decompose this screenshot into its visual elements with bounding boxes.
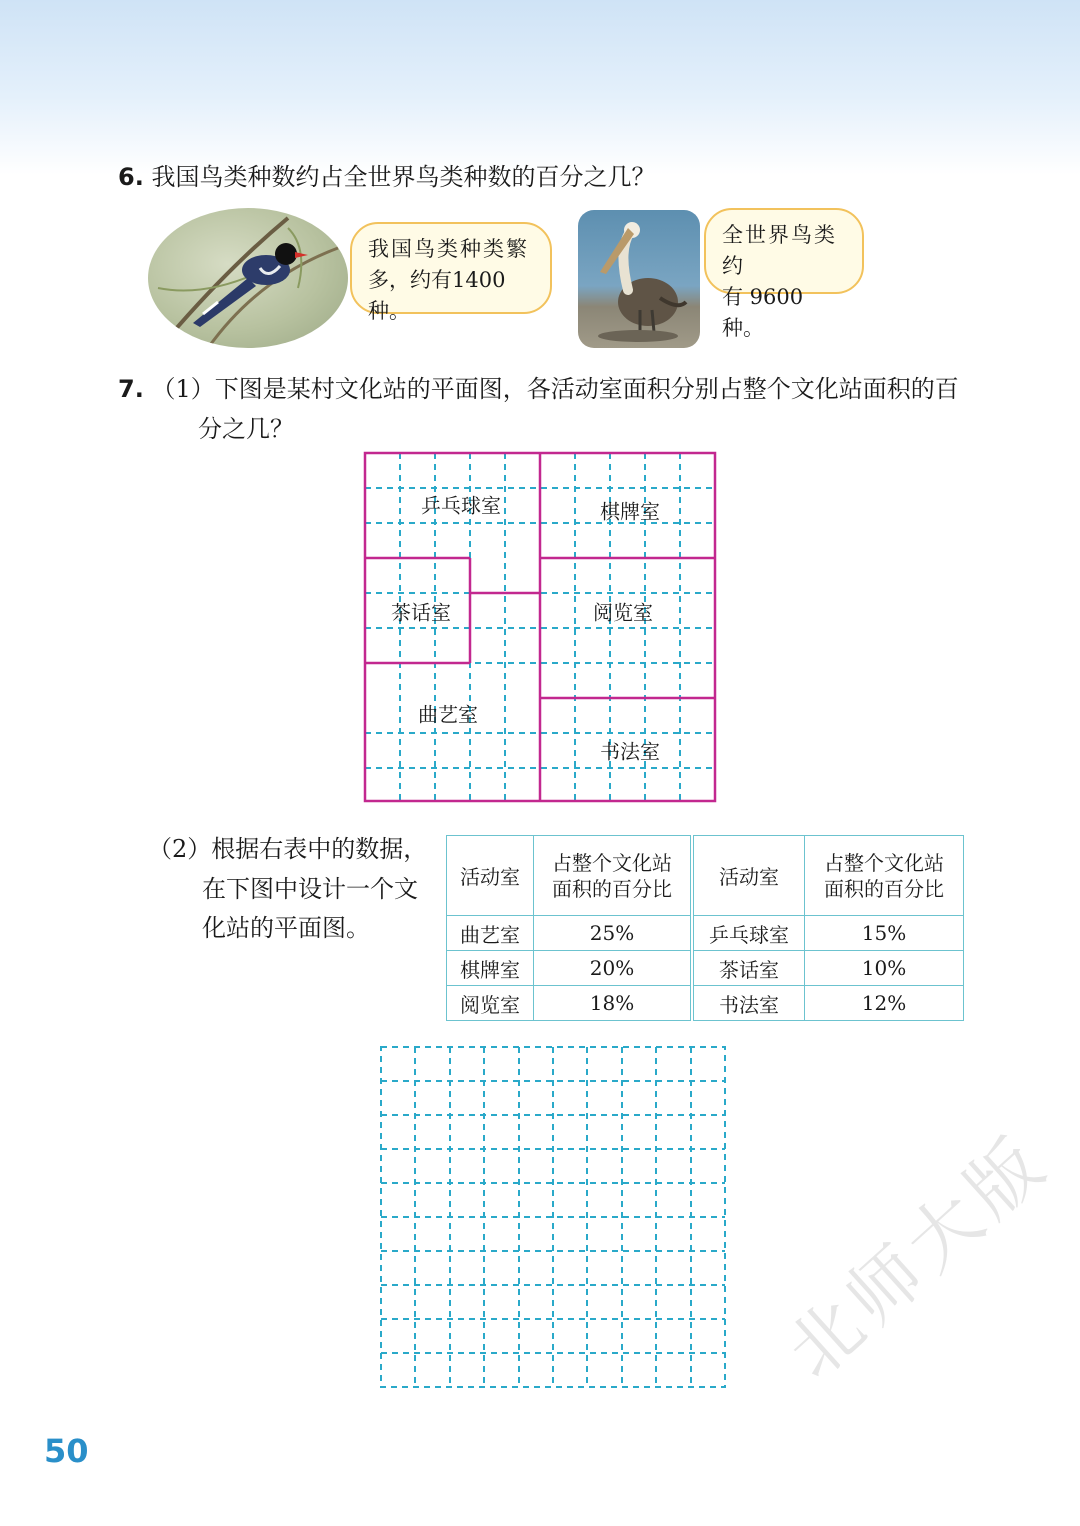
question-7-part2-line-1 [148,832,427,866]
table-cell: 书法室 [692,986,805,1021]
bubble-world-line-1: 全世界鸟类约 [722,223,837,278]
table-header-pct-2 [805,836,964,916]
question-7-part2-text-1: 根据右表中的数据， [211,835,428,863]
page-number: 50 [44,1432,89,1470]
publisher-watermark: 北师大版 [770,1117,1065,1395]
table-cell: 20% [534,951,693,986]
table-cell: 棋牌室 [447,951,534,986]
table-cell: 18% [534,986,693,1021]
table-header-room-2: 活动室 [692,836,805,916]
room-label-tea: 茶话室 [391,600,451,625]
room-label-reading: 阅览室 [593,600,653,625]
table-header-row [447,836,964,916]
table-cell: 阅览室 [447,986,534,1021]
table-row [447,916,964,951]
table-row [447,986,964,1021]
question-7-part2-marker: （2） [148,835,212,863]
bubble-china-line-1: 我国鸟类种类繁 [368,237,529,261]
table-header-room-1: 活动室 [447,836,534,916]
table-cell: 茶话室 [692,951,805,986]
question-7-part1-text-2: 分之几？ [198,415,294,443]
floorplan-given [362,450,719,806]
question-7-part1-marker: （1） [151,375,215,403]
table-header-pct-1-line-2: 面积的百分比 [552,876,672,901]
magpie-photo [148,208,348,348]
room-label-pingpong: 乒乓球室 [421,493,501,518]
table-row [447,951,964,986]
room-percentage-table [446,835,964,1021]
table-cell: 10% [805,951,964,986]
pelican-photo [578,210,700,348]
table-cell: 曲艺室 [447,916,534,951]
table-header-pct-2-line-2: 面积的百分比 [824,876,944,901]
table-cell: 乒乓球室 [692,916,805,951]
speech-bubble-china [350,222,552,323]
room-label-opera: 曲艺室 [418,702,478,727]
room-label-chess: 棋牌室 [600,499,660,524]
question-6 [118,160,655,194]
speech-bubble-world [704,208,864,340]
room-label-calligraphy: 书法室 [600,739,660,764]
question-6-text: 我国鸟类种数约占全世界鸟类种数的百分之几？ [151,163,656,191]
header-band [0,0,1080,175]
design-grid [378,1044,728,1390]
table-cell: 25% [534,916,693,951]
question-7-part2-text-3: 化站的平面图。 [202,914,370,942]
question-6-number: 6. [118,163,144,191]
table-header-pct-1 [534,836,693,916]
bubble-china-line-2: 多，约有1400种。 [368,268,506,323]
bubble-world-line-2: 有 9600 种。 [722,285,804,340]
question-7-part1-text: 下图是某村文化站的平面图，各活动室面积分别占整个文化站面积的百 [214,375,959,403]
question-7-line-1 [118,372,959,406]
question-7-number: 7. [118,375,144,403]
question-7-line-2 [198,412,294,446]
table-cell: 12% [805,986,964,1021]
question-7-part2-text-2: 在下图中设计一个文 [202,875,418,903]
table-cell: 15% [805,916,964,951]
table-header-pct-2-line-1: 占整个文化站 [824,850,944,875]
table-header-pct-1-line-1: 占整个文化站 [552,850,672,875]
